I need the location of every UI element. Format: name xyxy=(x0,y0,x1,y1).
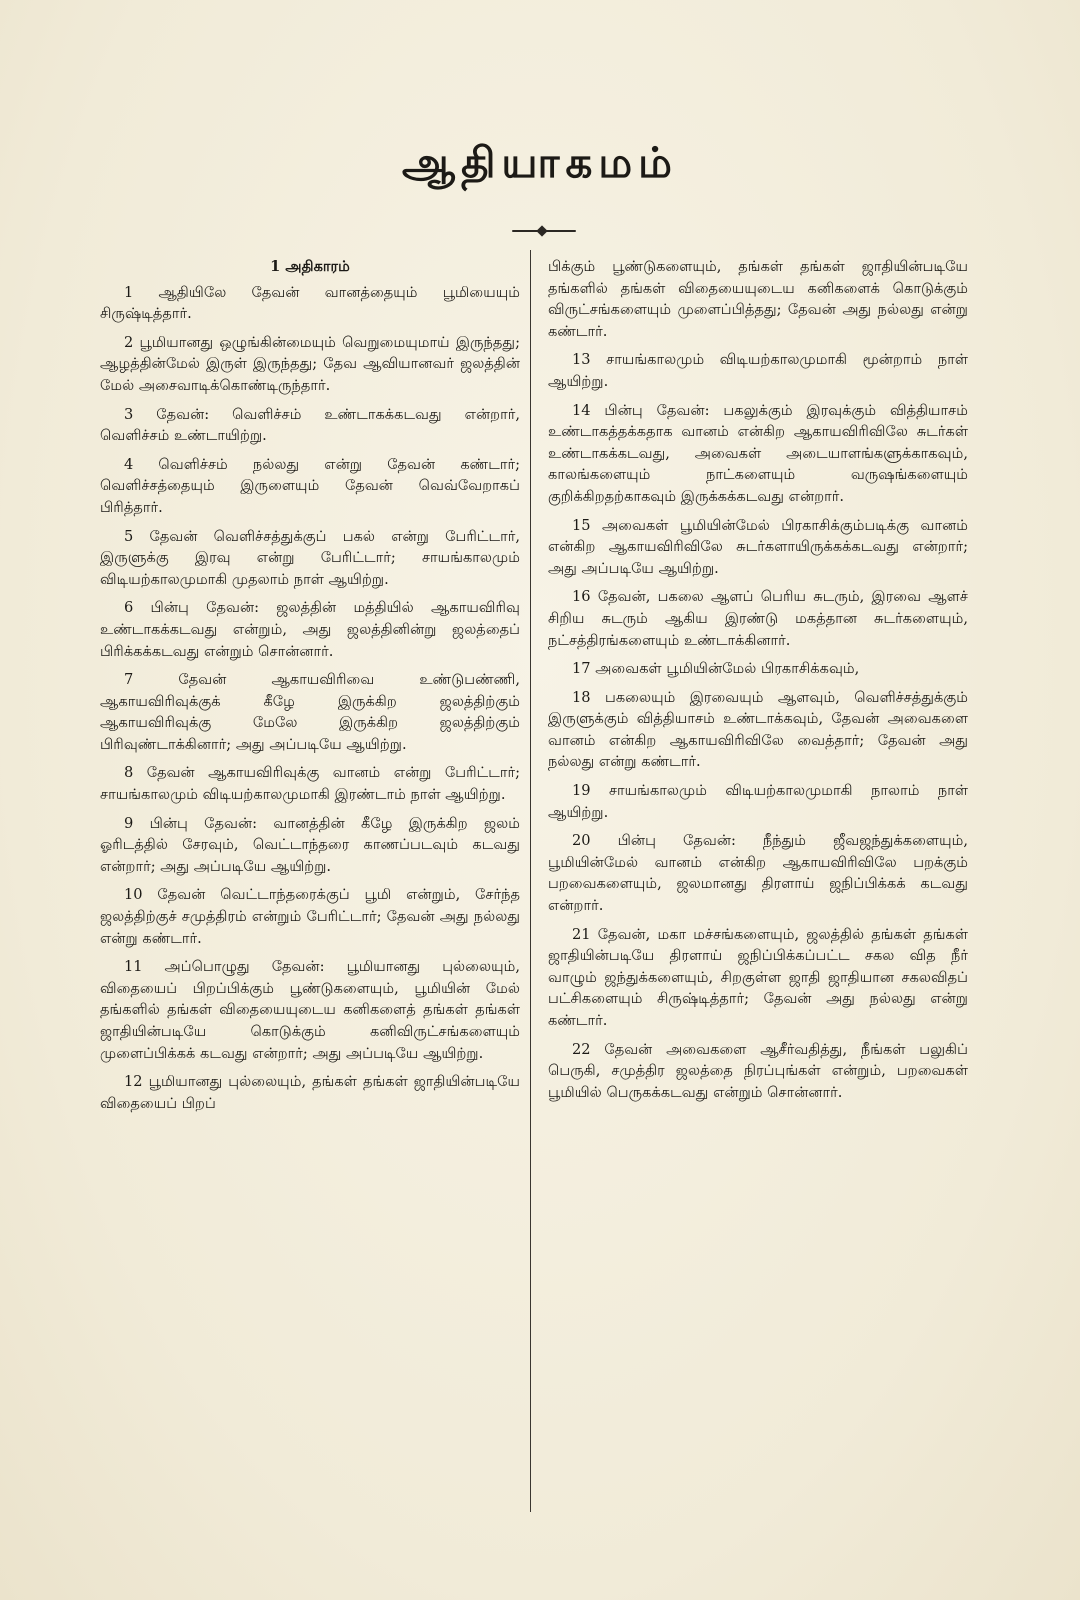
verse: 9 பின்பு தேவன்: வானத்தின் கீழே இருக்கிற ஜலம் ஓரிடத்தில் சேரவும், வெட்டாந்தரை காணப்படவும் கடவது என்றார்; அது அப்படியே ஆயிற்று. xyxy=(100,814,520,875)
verse-continuation: பிக்கும் பூண்டுகளையும், தங்கள் தங்கள் ஜாதியின்படியே தங்களில் தங்கள் விதையையுடைய கனிகளைக் கொடுக்கும் விருட்சங்களையும் முளைப்பித்தது; தேவன் அது நல்லது என்று கண்டார். xyxy=(548,258,968,340)
verse: 11 அப்பொழுது தேவன்: பூமியானது புல்லையும், விதையைப் பிறப்பிக்கும் பூண்டுகளையும், பூமியின் மேல் தங்களில் தங்கள் விதையையுடைய கனிகளைத் தங்கள் தங்கள் ஜாதியின்படியே கொடுக்கும் கனிவிருட்சங்களையும் முளைப்பிக்கக் கடவது என்றார்; அது அப்படியே ஆயிற்று. xyxy=(100,958,520,1062)
book-title: ஆதியாகமம் xyxy=(402,138,678,187)
verse: 5 தேவன் வெளிச்சத்துக்குப் பகல் என்று பேரிட்டார், இருளுக்கு இரவு என்று பேரிட்டார்; சாயங்காலமும் விடியற்காலமுமாகி முதலாம் நாள் ஆயிற்று. xyxy=(100,527,520,588)
verse: 21 தேவன், மகா மச்சங்களையும், ஜலத்தில் தங்கள் தங்கள் ஜாதியின்படியே திரளாய் ஜநிப்பிக்கப்பட்ட சகல வித நீர் வாழும் ஜந்துக்களையும், சிறகுள்ள ஜாதி ஜாதியான சகலவிதப் பட்சிகளையும் சிருஷ்டித்தார்; தேவன் அது நல்லது என்று கண்டார். xyxy=(548,925,968,1029)
column-divider xyxy=(530,250,531,1512)
chapter-heading: 1 அதிகாரம் xyxy=(270,258,350,275)
verse: 16 தேவன், பகலை ஆளப் பெரிய சுடரும், இரவை ஆளச் சிறிய சுடரும் ஆகிய இரண்டு மகத்தான சுடர்களையும், நட்சத்திரங்களையும் உண்டாக்கினார். xyxy=(548,588,968,649)
left-column xyxy=(100,256,520,1121)
verse: 7 தேவன் ஆகாயவிரிவை உண்டுபண்ணி, ஆகாயவிரிவுக்குக் கீழே இருக்கிற ஜலத்திற்கும் ஆகாயவிரிவுக்கு மேலே இருக்கிற ஜலத்திற்கும் பிரிவுண்டாக்கினார்; அது அப்படியே ஆயிற்று. xyxy=(100,671,520,753)
verse: 4 வெளிச்சம் நல்லது என்று தேவன் கண்டார்; வெளிச்சத்தையும் இருளையும் தேவன் வெவ்வேறாகப் பிரித்தார். xyxy=(100,455,520,516)
verse: 18 பகலையும் இரவையும் ஆளவும், வெளிச்சத்துக்கும் இருளுக்கும் வித்தியாசம் உண்டாக்கவும், தேவன் அவைகளை வானம் என்கிற ஆகாயவிரிவிலே வைத்தார்; தேவன் அது நல்லது என்று கண்டார். xyxy=(548,688,968,771)
verse: 12 பூமியானது புல்லையும், தங்கள் தங்கள் ஜாதியின்படியே விதையைப் பிறப் xyxy=(100,1073,520,1112)
verse: 22 தேவன் அவைகளை ஆசீர்வதித்து, நீங்கள் பலுகிப் பெருகி, சமுத்திர ஜலத்தை நிரப்புங்கள் என்றும், பறவைகள் பூமியில் பெருகக்கடவது என்றும் சொன்னார். xyxy=(548,1040,968,1101)
verse: 19 சாயங்காலமும் விடியற்காலமுமாகி நாலாம் நாள் ஆயிற்று. xyxy=(548,782,968,821)
right-column xyxy=(548,256,968,1110)
verse: 10 தேவன் வெட்டாந்தரைக்குப் பூமி என்றும், சேர்ந்த ஜலத்திற்குச் சமுத்திரம் என்றும் பேரிட்டார்; தேவன் அது நல்லது என்று கண்டார். xyxy=(100,886,520,947)
verse: 3 தேவன்: வெளிச்சம் உண்டாகக்கடவது என்றார், வெளிச்சம் உண்டாயிற்று. xyxy=(100,405,520,445)
verse: 20 பின்பு தேவன்: நீந்தும் ஜீவஜந்துக்களையும், பூமியின்மேல் வானம் என்கிற ஆகாயவிரிவிலே பறக்கும் பறவைகளையும், ஜலமானது திரளாய் ஜநிப்பிக்கக் கடவது என்றார். xyxy=(548,832,968,915)
verse: 15 அவைகள் பூமியின்மேல் பிரகாசிக்கும்படிக்கு வானம் என்கிற ஆகாயவிரிவிலே சுடர்களாயிருக்கக்கடவது என்றார்; அது அப்படியே ஆயிற்று. xyxy=(548,516,968,577)
verse: 14 பின்பு தேவன்: பகலுக்கும் இரவுக்கும் வித்தியாசம் உண்டாகத்தக்கதாக வானம் என்கிற ஆகாயவிரிவிலே சுடர்கள் உண்டாகக்கடவது, அவைகள் அடையாளங்களுக்காகவும், காலங்களையும் நாட்களையும் வருஷங்களையும் குறிக்கிறதற்காகவும் இருக்கக்கடவது என்றார். xyxy=(548,401,968,505)
verse: 6 பின்பு தேவன்: ஜலத்தின் மத்தியில் ஆகாயவிரிவு உண்டாகக்கடவது என்றும், அது ஜலத்தினின்று ஜலத்தைப் பிரிக்கக்கடவது என்றும் சொன்னார். xyxy=(100,599,520,660)
verse: 1 ஆதியிலே தேவன் வானத்தையும் பூமியையும் சிருஷ்டித்தார். xyxy=(100,283,520,323)
verse: 2 பூமியானது ஒழுங்கின்மையும் வெறுமையுமாய் இருந்தது; ஆழத்தின்மேல் இருள் இருந்தது; தேவ ஆவியானவர் ஜலத்தின் மேல் அசைவாடிக்கொண்டிருந்தார். xyxy=(100,333,520,394)
title-ornament xyxy=(512,230,576,232)
verse: 13 சாயங்காலமும் விடியற்காலமுமாகி மூன்றாம் நாள் ஆயிற்று. xyxy=(548,351,968,390)
verse: 17 அவைகள் பூமியின்மேல் பிரகாசிக்கவும், xyxy=(572,660,860,678)
verse: 8 தேவன் ஆகாயவிரிவுக்கு வானம் என்று பேரிட்டார்; சாயங்காலமும் விடியற்காலமுமாகி இரண்டாம் நாள் ஆயிற்று. xyxy=(100,764,520,804)
